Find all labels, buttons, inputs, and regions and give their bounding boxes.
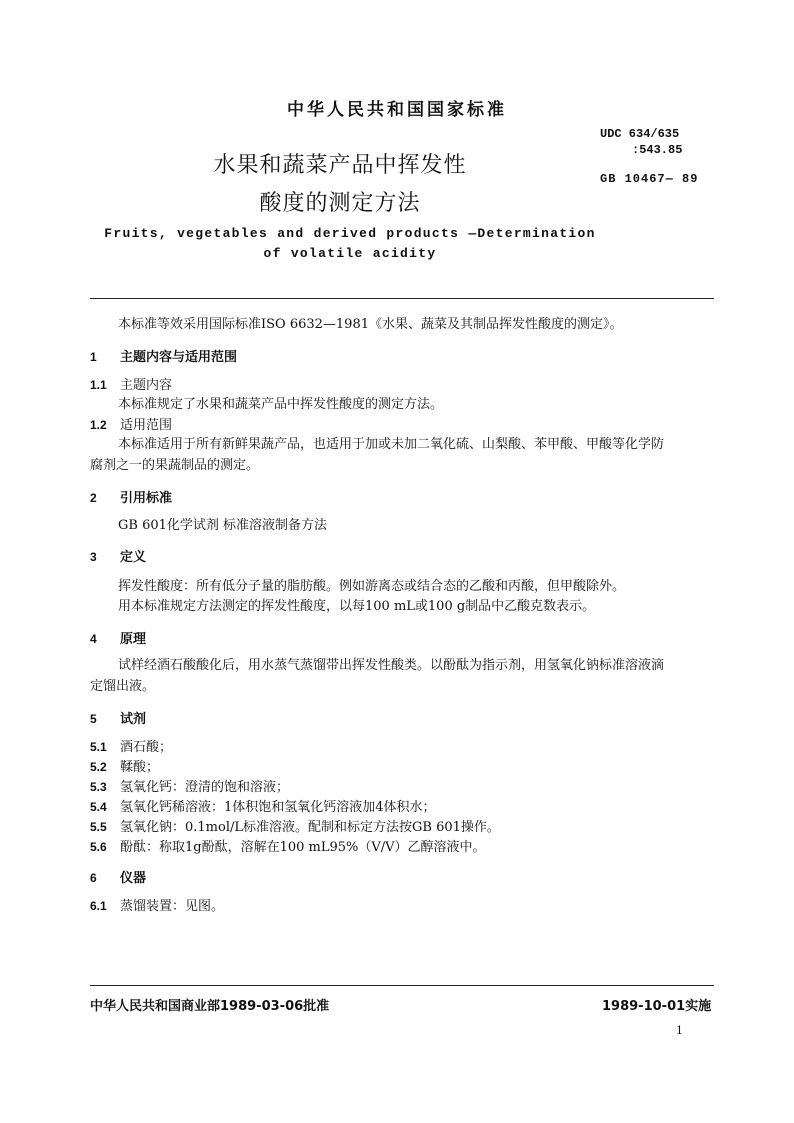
section-1-1-number: 1.1: [90, 378, 107, 392]
udc-line1: UDC 634/635: [600, 127, 680, 141]
section-4-text-line1: 试样经酒石酸酸化后，用水蒸气蒸馏带出挥发性酸类。以酚酞为指示剂，用氢氧化钠标准溶液滴: [118, 658, 665, 673]
reagent-item-number: 5.2: [90, 760, 107, 774]
section-4-title: 原理: [120, 632, 147, 647]
section-2-number: 2: [90, 491, 97, 505]
gb-number: GB 10467— 89: [600, 172, 699, 186]
section-3-heading: [90, 546, 146, 565]
reagent-item-text: 氢氧化钙稀溶液：1体积饱和氢氧化钙溶液加4体积水；: [120, 800, 436, 815]
title-en-line1: Fruits, vegetables and derived products —Determination: [104, 226, 596, 241]
top-divider: [90, 298, 714, 299]
reagent-item-text: 氢氧化钙：澄清的饱和溶液；: [120, 780, 290, 795]
section-6-number: 6: [90, 871, 97, 885]
section-1-number: 1: [90, 350, 97, 364]
reagent-item: [90, 797, 436, 818]
section-2-heading: [90, 487, 172, 506]
reagent-item-number: 5.5: [90, 820, 107, 834]
section-6-heading: [90, 867, 146, 886]
reagent-item-number: 5.3: [90, 780, 107, 794]
section-5-heading: [90, 708, 146, 727]
section-1-heading: [90, 346, 237, 365]
section-4-number: 4: [90, 632, 97, 646]
udc-code: [600, 126, 682, 158]
udc-line2: :543.85: [632, 143, 683, 157]
section-6-1-number: 6.1: [90, 899, 107, 913]
title-zh-line1: 水果和蔬菜产品中挥发性: [213, 153, 467, 178]
implementation-date: 1989-10-01实施: [602, 999, 712, 1014]
reagent-item: [90, 757, 159, 778]
reagent-item-text: 酚酞：称取1g酚酞，溶解在100 mL95%（V/V）乙醇溶液中。: [120, 840, 486, 855]
section-1-1-heading: [90, 375, 172, 396]
section-4-heading: [90, 628, 146, 647]
section-1-2-text-line2: 腐剂之一的果蔬制品的测定。: [90, 458, 260, 473]
section-6-1-text: 蒸馏装置：见图。: [120, 899, 225, 914]
section-6-title: 仪器: [120, 871, 147, 886]
section-2-text: GB 601化学试剂 标准溶液制备方法: [118, 518, 328, 533]
reagent-item: [90, 777, 289, 798]
reagent-item: [90, 817, 500, 838]
section-1-2-text-line1: 本标准适用于所有新鲜果蔬产品，也适用于加或未加二氧化硫、山梨酸、苯甲酸、甲酸等化学防: [118, 437, 665, 452]
section-1-1-text: 本标准规定了水果和蔬菜产品中挥发性酸度的测定方法。: [118, 397, 444, 412]
page-number: 1: [676, 1024, 683, 1037]
reagent-item: [90, 737, 172, 758]
section-1-1-title: 主题内容: [120, 378, 173, 393]
section-5-number: 5: [90, 712, 97, 726]
section-5-title: 试剂: [120, 712, 147, 727]
section-2-title: 引用标准: [120, 491, 173, 506]
section-1-2-number: 1.2: [90, 418, 107, 432]
national-standard-label: 中华人民共和国国家标准: [287, 100, 507, 120]
section-3-number: 3: [90, 550, 97, 564]
bottom-divider: [90, 985, 714, 986]
section-3-title: 定义: [120, 550, 147, 565]
approval-line: 中华人民共和国商业部1989-03-06批准: [90, 999, 330, 1014]
section-3-text-line2: 用本标准规定方法测定的挥发性酸度，以每100 mL或100 g制品中乙酸克数表示。: [118, 599, 596, 614]
reagent-item-number: 5.4: [90, 800, 107, 814]
section-3-text-line1: 挥发性酸度：所有低分子量的脂肪酸。例如游离态或结合态的乙酸和丙酸，但甲酸除外。: [118, 579, 626, 594]
intro-text: 本标准等效采用国际标准ISO 6632—1981《水果、蔬菜及其制品挥发性酸度的测定》。: [118, 317, 623, 332]
section-1-2-heading: [90, 415, 172, 436]
section-1-title: 主题内容与适用范围: [120, 350, 238, 365]
reagent-item: [90, 837, 486, 858]
reagent-item-number: 5.1: [90, 740, 107, 754]
title-zh-line2: 酸度的测定方法: [259, 191, 421, 216]
reagent-item-text: 鞣酸；: [120, 760, 160, 775]
reagent-item-text: 氢氧化钠：0.1mol/L标准溶液。配制和标定方法按GB 601操作。: [120, 820, 500, 835]
section-4-text-line2: 定馏出液。: [90, 679, 156, 694]
section-6-1: [90, 896, 224, 917]
title-en-line2: of volatile acidity: [263, 246, 437, 261]
reagent-item-number: 5.6: [90, 840, 107, 854]
section-1-2-title: 适用范围: [120, 418, 173, 433]
reagent-item-text: 酒石酸；: [120, 740, 173, 755]
